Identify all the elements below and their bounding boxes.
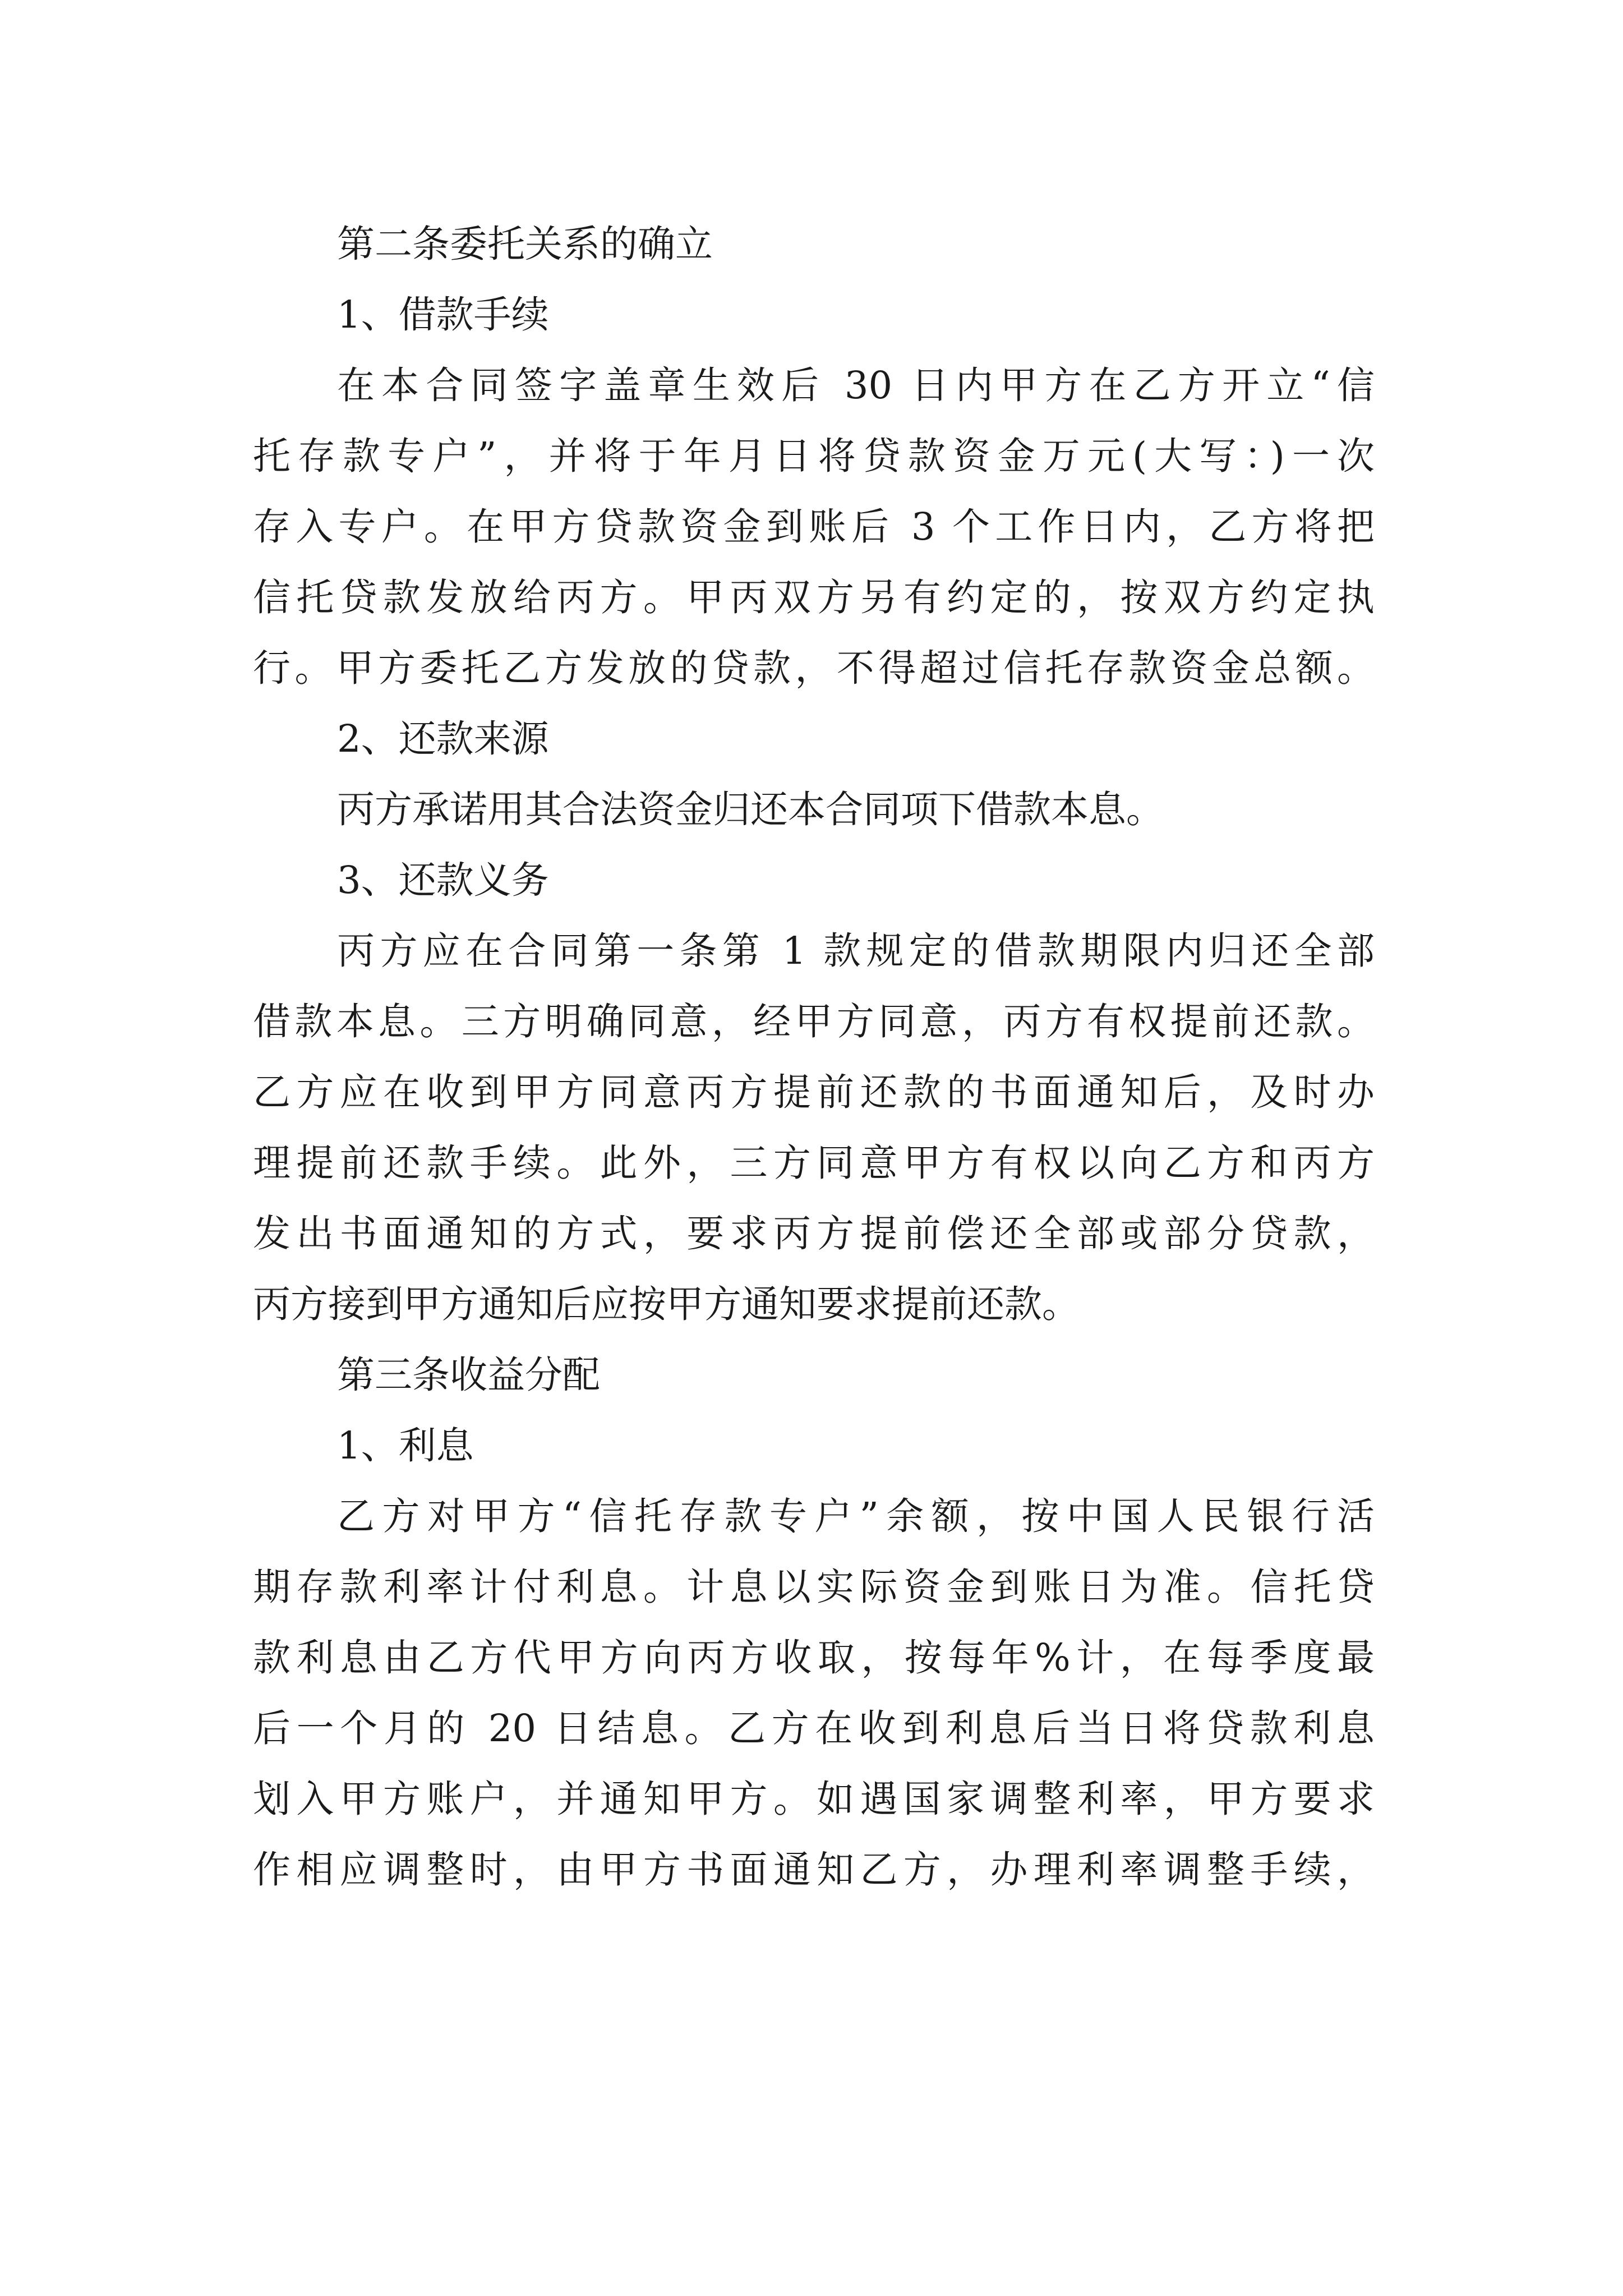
paragraph-line: 丙方接到甲方通知后应按甲方通知要求提前还款。: [253, 1282, 1080, 1326]
paragraph-line: 乙方对甲方“信托存款专户”余额，按中国人民银行活: [337, 1494, 1375, 1538]
paragraph-line: 信托贷款发放给丙方。甲丙双方另有约定的，按双方约定执: [253, 576, 1375, 619]
paragraph-line: 托存款专户”，并将于年月日将贷款资金万元(大写：)一次: [253, 434, 1375, 478]
paragraph-line: 划入甲方账户，并通知甲方。如遇国家调整利率，甲方要求: [253, 1777, 1375, 1821]
section-heading-article-2: 第二条委托关系的确立: [337, 222, 713, 266]
subheading-interest: 1、利息: [337, 1424, 474, 1467]
subheading-loan-procedure: 1、借款手续: [337, 293, 549, 337]
paragraph-line: 乙方应在收到甲方同意丙方提前还款的书面通知后，及时办: [253, 1070, 1375, 1114]
paragraph-line: 丙方承诺用其合法资金归还本合同项下借款本息。: [337, 788, 1164, 831]
section-heading-article-3: 第三条收益分配: [337, 1353, 600, 1397]
paragraph-line: 发出书面通知的方式，要求丙方提前偿还全部或部分贷款，: [253, 1212, 1375, 1255]
paragraph-line: 作相应调整时，由甲方书面通知乙方，办理利率调整手续，: [253, 1848, 1375, 1892]
paragraph-line: 借款本息。三方明确同意，经甲方同意，丙方有权提前还款。: [253, 1000, 1375, 1043]
paragraph-line: 理提前还款手续。此外，三方同意甲方有权以向乙方和丙方: [253, 1141, 1375, 1185]
paragraph-line: 在本合同签字盖章生效后 30 日内甲方在乙方开立“信: [337, 364, 1375, 407]
paragraph-line: 期存款利率计付利息。计息以实际资金到账日为准。信托贷: [253, 1565, 1375, 1609]
subheading-repayment-obligation: 3、还款义务: [337, 858, 549, 902]
subheading-repayment-source: 2、还款来源: [337, 717, 549, 761]
paragraph-line: 丙方应在合同第一条第 1 款规定的借款期限内归还全部: [337, 929, 1375, 973]
paragraph-line: 后一个月的 20 日结息。乙方在收到利息后当日将贷款利息: [253, 1706, 1375, 1750]
paragraph-line: 款利息由乙方代甲方向丙方收取，按每年%计，在每季度最: [253, 1636, 1375, 1680]
document-body: [253, 209, 1375, 1905]
paragraph-line: 行。甲方委托乙方发放的贷款，不得超过信托存款资金总额。: [253, 646, 1375, 690]
paragraph-line: 存入专户。在甲方贷款资金到账后 3 个工作日内，乙方将把: [253, 505, 1375, 549]
